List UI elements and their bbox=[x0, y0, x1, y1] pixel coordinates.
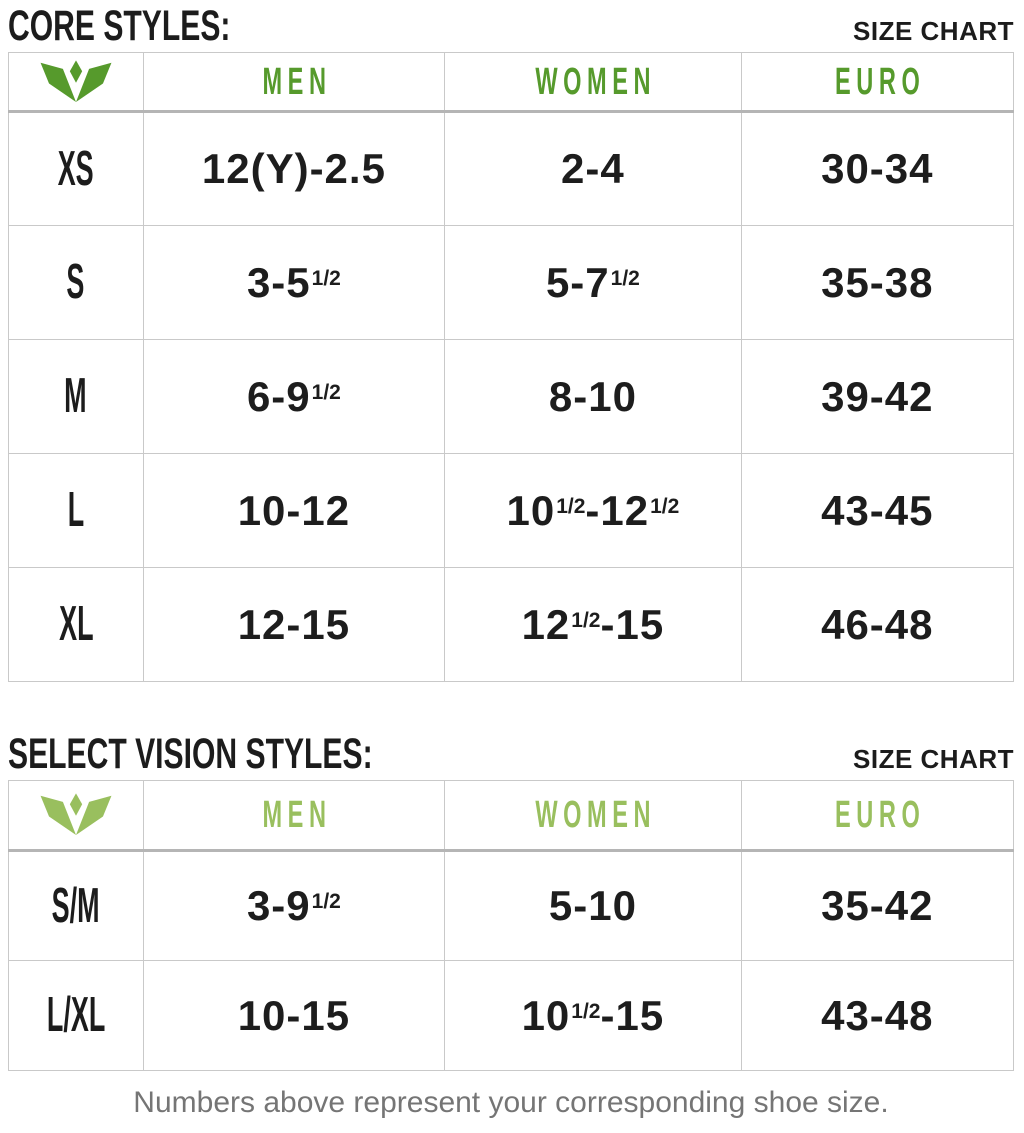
table-header-row bbox=[9, 781, 1014, 851]
women-size-value: $10^{1/2}-12^{1/2}$ bbox=[506, 486, 680, 534]
size-chart-label: SIZE CHART bbox=[853, 16, 1014, 46]
core-styles-size-table bbox=[8, 52, 1014, 682]
column-header-women bbox=[445, 781, 741, 851]
euro-size-value: 43-48 bbox=[821, 991, 934, 1039]
euro-size-value: 39-42 bbox=[821, 372, 934, 420]
brand-wing-logo-icon bbox=[39, 793, 113, 837]
logo-center-diamond bbox=[70, 60, 82, 82]
table-row-l bbox=[9, 454, 1014, 568]
men-size-value: $3-5^{1/2}$ bbox=[246, 258, 341, 306]
euro-size-value: 30-34 bbox=[821, 145, 934, 192]
section-title-select-vision-styles: SELECT VISION STYLES: bbox=[8, 730, 373, 778]
logo-header-cell bbox=[9, 781, 144, 851]
women-size-value: 8-10 bbox=[548, 372, 637, 420]
select-vision-size-table bbox=[8, 780, 1014, 1071]
brand-wing-logo-icon bbox=[39, 60, 113, 104]
select-vision-styles-header bbox=[8, 732, 1014, 776]
men-header-label: MEN bbox=[262, 60, 332, 103]
size-chart-label: SIZE CHART bbox=[853, 744, 1014, 774]
size-label: XS bbox=[57, 141, 94, 196]
euro-size-value: 46-48 bbox=[821, 600, 934, 648]
euro-header-label: EURO bbox=[834, 60, 926, 103]
women-header-label: WOMEN bbox=[535, 60, 657, 103]
size-label: XL bbox=[58, 597, 94, 651]
logo-header-cell bbox=[9, 53, 144, 112]
size-label: L/XL bbox=[46, 988, 106, 1042]
size-label: L bbox=[67, 483, 85, 537]
euro-size-value: 43-45 bbox=[821, 486, 934, 534]
logo-left-wing bbox=[40, 796, 75, 835]
size-label: M bbox=[64, 369, 88, 423]
size-label: S bbox=[66, 255, 85, 309]
section-title-core-styles: CORE STYLES: bbox=[8, 2, 231, 50]
table-row-xs bbox=[9, 112, 1014, 226]
euro-size-value: 35-38 bbox=[821, 258, 934, 306]
table-row-m bbox=[9, 340, 1014, 454]
men-size-value: 10-12 bbox=[237, 486, 351, 534]
logo-right-wing bbox=[76, 62, 111, 101]
size-label: S/M bbox=[51, 878, 100, 933]
column-header-men bbox=[143, 781, 445, 851]
logo-right-wing bbox=[76, 796, 111, 835]
women-size-value: $5-7^{1/2}$ bbox=[545, 258, 640, 306]
column-header-men bbox=[143, 53, 445, 112]
table-row-lxl bbox=[9, 961, 1014, 1071]
women-size-value: 2-4 bbox=[561, 145, 625, 192]
column-header-women bbox=[445, 53, 741, 112]
logo-center-diamond bbox=[70, 793, 82, 815]
men-size-value: 12(Y)-2.5 bbox=[201, 145, 386, 192]
euro-size-value: 35-42 bbox=[821, 882, 934, 929]
euro-header-label: EURO bbox=[834, 794, 926, 836]
men-size-value: 12-15 bbox=[237, 600, 351, 648]
women-size-value: $10^{1/2}-15$ bbox=[521, 991, 665, 1039]
women-size-value: $12^{1/2}-15$ bbox=[521, 600, 665, 648]
table-row-s bbox=[9, 226, 1014, 340]
logo-left-wing bbox=[40, 62, 75, 101]
footer-note: Numbers above represent your corresponding shoe size. bbox=[133, 1086, 889, 1119]
section-spacer bbox=[8, 682, 1014, 732]
table-row-sm bbox=[9, 851, 1014, 961]
women-header-label: WOMEN bbox=[535, 794, 657, 836]
table-header-row bbox=[9, 53, 1014, 112]
men-header-label: MEN bbox=[262, 794, 332, 836]
women-size-value: 5-10 bbox=[548, 882, 637, 929]
core-styles-header bbox=[8, 4, 1014, 48]
men-size-value: $6-9^{1/2}$ bbox=[246, 372, 341, 420]
men-size-value: $3-9^{1/2}$ bbox=[246, 882, 341, 929]
column-header-euro bbox=[741, 53, 1013, 112]
men-size-value: 10-15 bbox=[237, 991, 351, 1039]
column-header-euro bbox=[741, 781, 1013, 851]
table-row-xl bbox=[9, 568, 1014, 682]
